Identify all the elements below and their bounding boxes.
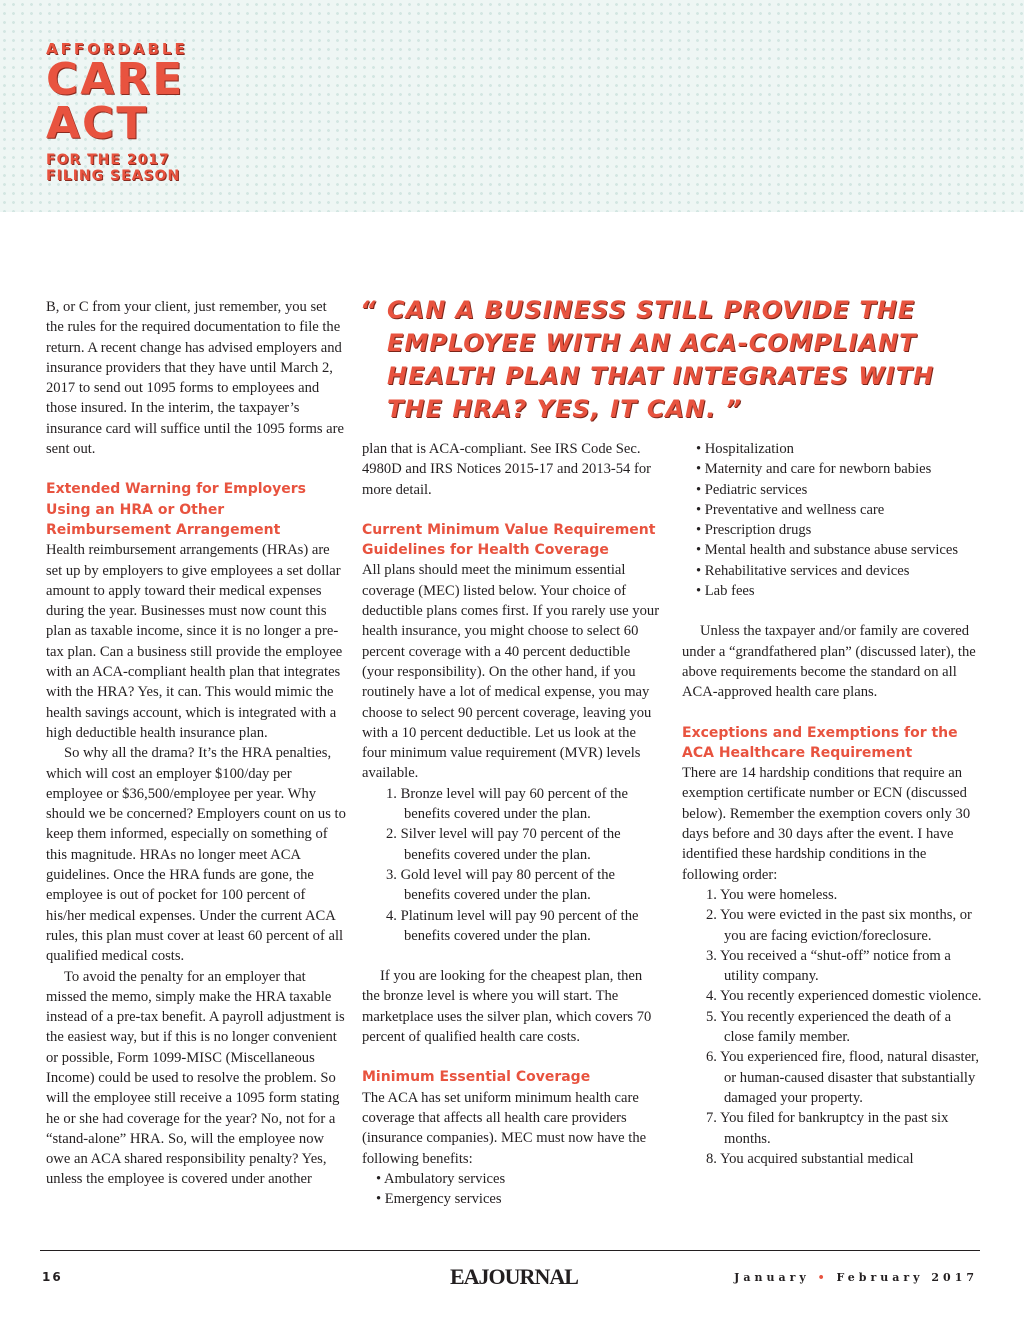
list-item: 5. You recently experienced the death of a close family member. <box>706 1008 952 1046</box>
hardship-conditions-list <box>682 885 982 1169</box>
logo-line-act: ACT <box>46 98 149 149</box>
footer-rule <box>40 1250 980 1251</box>
list-item: • Preventative and wellness care <box>696 501 885 518</box>
list-item: 1. You were homeless. <box>706 886 838 903</box>
paragraph: All plans should meet the minimum essential coverage (MEC) listed below. Your choice of deductible plans comes first. If you rarely use your health insurance, you might choose to select 60 percent coverage with a 40 percent deductible (your responsibility). On the other hand, if you routinely have a lot of medical expense, you may choose to select 90 percent coverage, leaving you with a 10 percent deductible. Let us look at the four minimum value requirement (MVR) levels available. <box>362 562 660 782</box>
list-item: 8. You acquired substantial medical <box>706 1150 914 1167</box>
benefits-list-continued <box>682 439 982 601</box>
paragraph: B, or C from your client, just remember, you set the rules for the required documentation to file the return. A recent change has advised employers and insurance providers that they have until March 2, 2017 to send out 1095 forms to employees and those insured. In the interim, the taxpayer’s insurance card will suffice until the 1095 forms are sent out. <box>46 299 344 458</box>
section-heading-mec: Minimum Essential Coverage <box>362 1069 591 1086</box>
list-item: • Rehabilitative services and devices <box>696 562 910 579</box>
list-item: • Lab fees <box>696 583 755 600</box>
section-heading-exemptions: Exceptions and Exemptions for the ACA Healthcare Requirement <box>682 724 958 761</box>
aca-logo <box>46 40 188 184</box>
pull-quote <box>360 294 980 426</box>
pull-quote-text: CAN A BUSINESS STILL PROVIDE THE EMPLOYEE WITH AN ACA-COMPLIANT HEALTH PLAN THAT INTEGRATES WITH THE HRA? YES, IT CAN. ” <box>387 296 935 423</box>
issue-month-start: January <box>734 1271 810 1284</box>
list-item: 2. You were evicted in the past six months, or you are facing eviction/foreclosure. <box>706 907 972 944</box>
page-number: 16 <box>42 1270 63 1284</box>
list-item: 1. Bronze level will pay 60 percent of the benefits covered under the plan. <box>386 785 628 823</box>
list-item: • Hospitalization <box>696 441 794 457</box>
paragraph: The ACA has set uniform minimum health care coverage that affects all health care providers (insurance companies). MEC must now have the following benefits: <box>362 1089 647 1167</box>
list-item: • Ambulatory services <box>376 1170 506 1187</box>
paragraph: There are 14 hardship conditions that require an exemption certificate number or ECN (discussed below). Remember the exemption covers only 30 days before and 30 days after the event. I have identified these hardship conditions in the following order: <box>682 765 971 883</box>
paragraph: So why all the drama? It’s the HRA penalties, which will cost an employer $100/day per employee or $36,500/employee per year. Why should we be concerned? Employers count on us to keep them informed, especially on something of this magnitude. HRAs no longer meet ACA guidelines. Once the HRA funds are gone, the employee is out of pocket for 100 percent of his/her medical expenses. Under the current ACA rules, this plan must cover at least 60 percent of all qualified medical costs. <box>46 745 346 965</box>
quote-mark: “ <box>360 296 377 324</box>
list-item: • Emergency services <box>376 1191 502 1208</box>
list-item: 3. Gold level will pay 80 percent of the benefits covered under the plan. <box>386 866 615 904</box>
paragraph: If you are looking for the cheapest plan, then the bronze level is where you will start. The marketplace uses the silver plan, which covers 70 percent of qualified health care costs. <box>362 968 652 1046</box>
list-item: 3. You received a “shut-off” notice from a utility company. <box>706 947 951 985</box>
logo-line-affordable: AFFORDABLE <box>46 40 188 58</box>
paragraph: plan that is ACA-compliant. See IRS Code Sec. 4980D and IRS Notices 2015-17 and 2013-54 for more detail. <box>362 441 651 498</box>
paragraph: Unless the taxpayer and/or family are covered under a “grandfathered plan” (discussed later), the above requirements become the standard on all ACA-approved health care plans. <box>682 623 976 701</box>
issue-separator: • <box>817 1271 829 1284</box>
logo-line-for-2017: FOR THE 2017 <box>46 152 170 168</box>
list-item: 7. You filed for bankruptcy in the past six months. <box>706 1110 949 1147</box>
column-2 <box>362 439 662 1209</box>
mvr-levels-list <box>362 784 662 946</box>
column-1 <box>46 297 346 1190</box>
list-item: 6. You experienced fire, flood, natural disaster, or human-caused disaster that substantially damaged your property. <box>706 1049 979 1106</box>
issue-date <box>734 1271 978 1284</box>
issue-month-end: February 2017 <box>836 1271 978 1284</box>
masthead-logo: EAJOURNAL <box>450 1264 578 1289</box>
section-heading-mvr: Current Minimum Value Requirement Guidelines for Health Coverage <box>362 521 656 559</box>
list-item: 2. Silver level will pay 70 percent of the benefits covered under the plan. <box>386 826 621 863</box>
logo-line-care: CARE <box>46 54 185 105</box>
logo-line-filing-season: FILING SEASON <box>46 168 181 184</box>
section-heading-hra: Extended Warning for Employers Using an HRA or Other Reimbursement Arrangement <box>46 481 307 538</box>
benefits-list <box>362 1169 662 1210</box>
list-item: 4. Platinum level will pay 90 percent of the benefits covered under the plan. <box>386 907 639 944</box>
list-item: 4. You recently experienced domestic violence. <box>706 988 982 1005</box>
paragraph: Health reimbursement arrangements (HRAs) are set up by employers to give employees a set dollar amount to apply toward their medical expenses during the year. Businesses must now count this plan as taxable income, since it is no longer a pre-tax plan. Can a business still provide the employee with an ACA-compliant health plan that integrates with the HRA? Yes, it can. This would mimic the health savings account, which is integrated with a high deductible health insurance plan. <box>46 542 343 741</box>
list-item: • Maternity and care for newborn babies <box>696 461 932 478</box>
paragraph: To avoid the penalty for an employer that missed the memo, simply make the HRA taxable instead of a pre-tax benefit. A payroll adjustment is the easiest way, but if this is no longer convenient or possible, Form 1099-MISC (Miscellaneous Income) could be used to resolve the problem. So will the employee still receive a 1095 form stating he or she had coverage for the year? No, not for a “stand-alone” HRA. So, will the employee now owe an ACA shared responsibility penalty? Yes, unless the employee is covered under another <box>46 968 345 1188</box>
list-item: • Pediatric services <box>696 481 808 498</box>
column-3 <box>682 439 982 1169</box>
list-item: • Mental health and substance abuse services <box>696 542 959 559</box>
list-item: • Prescription drugs <box>696 522 812 539</box>
